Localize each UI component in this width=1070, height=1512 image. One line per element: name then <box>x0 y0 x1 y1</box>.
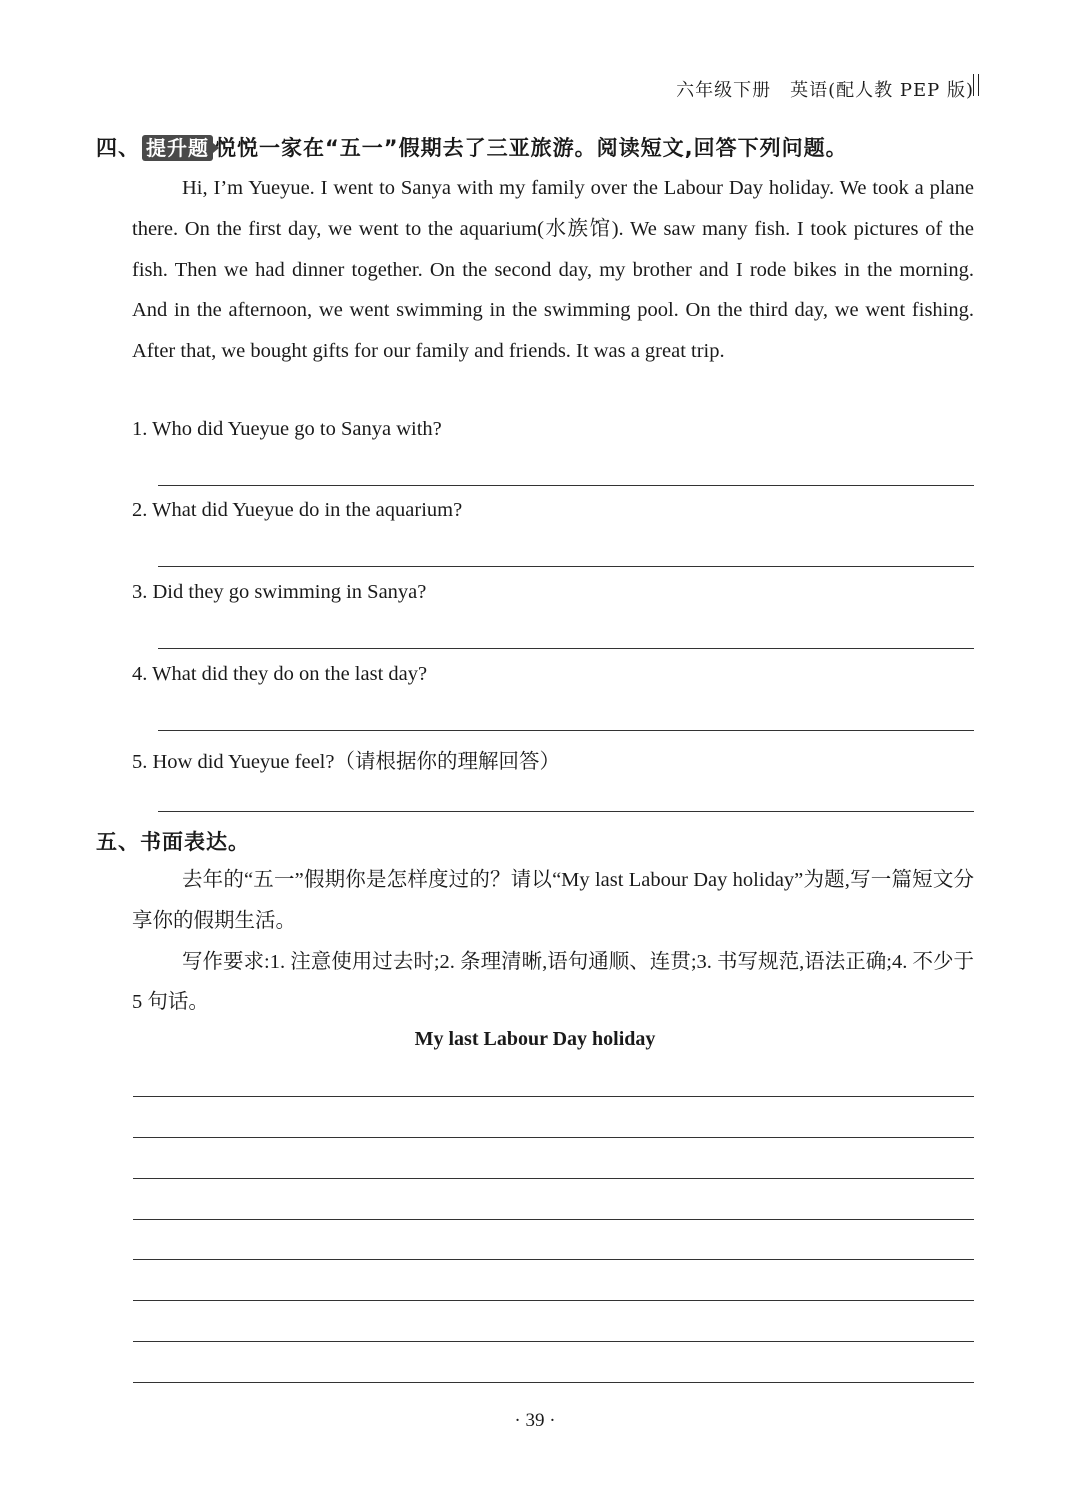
answer-line-2[interactable] <box>158 566 974 567</box>
running-header: 六年级下册 英语(配人教 PEP 版) <box>676 80 974 101</box>
passage-text: Hi, I’m Yueyue. I went to Sanya with my family over the Labour Day holiday. We took a plane there. On the first day, we went to the aquarium(水族馆). We saw many fish. I took pictures of the fish. Then we had dinner together. On the second day, my brother and I rode bikes in the morning. And in the afternoon, we went swimming in the swimming pool. On the third day, we went fishing. After that, we bought gifts for our family and friends. It was a great trip. <box>132 177 974 363</box>
essay-line[interactable] <box>133 1096 974 1097</box>
question-4: 4. What did they do on the last day? <box>132 663 428 685</box>
section-4-number: 四、 <box>96 136 140 160</box>
question-3: 3. Did they go swimming in Sanya? <box>132 581 427 603</box>
section-5-heading: 五、书面表达。 <box>96 830 250 854</box>
essay-line[interactable] <box>133 1137 974 1138</box>
answer-line-4[interactable] <box>158 730 974 731</box>
answer-line-3[interactable] <box>158 648 974 649</box>
answer-line-5[interactable] <box>158 811 974 812</box>
reading-passage <box>132 168 974 372</box>
question-1: 1. Who did Yueyue go to Sanya with? <box>132 418 442 440</box>
writing-prompt <box>132 860 974 1023</box>
essay-line[interactable] <box>133 1178 974 1179</box>
essay-line[interactable] <box>133 1259 974 1260</box>
requirements-text: 写作要求:1. 注意使用过去时;2. 条理清晰,语句通顺、连贯;3. 书写规范,语法正确;4. 不少于 5 句话。 <box>132 950 974 1014</box>
section-4-instruction: 悦悦一家在“五一”假期去了三亚旅游。阅读短文,回答下列问题。 <box>215 136 848 160</box>
answer-line-1[interactable] <box>158 485 974 486</box>
essay-line[interactable] <box>133 1341 974 1342</box>
difficulty-badge: 提升题 <box>142 135 213 161</box>
essay-line[interactable] <box>133 1300 974 1301</box>
essay-title: My last Labour Day holiday <box>414 1028 656 1050</box>
essay-line[interactable] <box>133 1382 974 1383</box>
section-4-heading <box>96 132 848 162</box>
essay-line[interactable] <box>133 1219 974 1220</box>
question-5: 5. How did Yueyue feel?（请根据你的理解回答） <box>132 751 560 773</box>
page-number: · 39 · <box>514 1410 556 1431</box>
prompt-text: 去年的“五一”假期你是怎样度过的？请以“My last Labour Day holiday”为题,写一篇短文分享你的假期生活。 <box>132 869 974 932</box>
question-2: 2. What did Yueyue do in the aquarium? <box>132 499 463 521</box>
header-rule <box>973 74 979 96</box>
